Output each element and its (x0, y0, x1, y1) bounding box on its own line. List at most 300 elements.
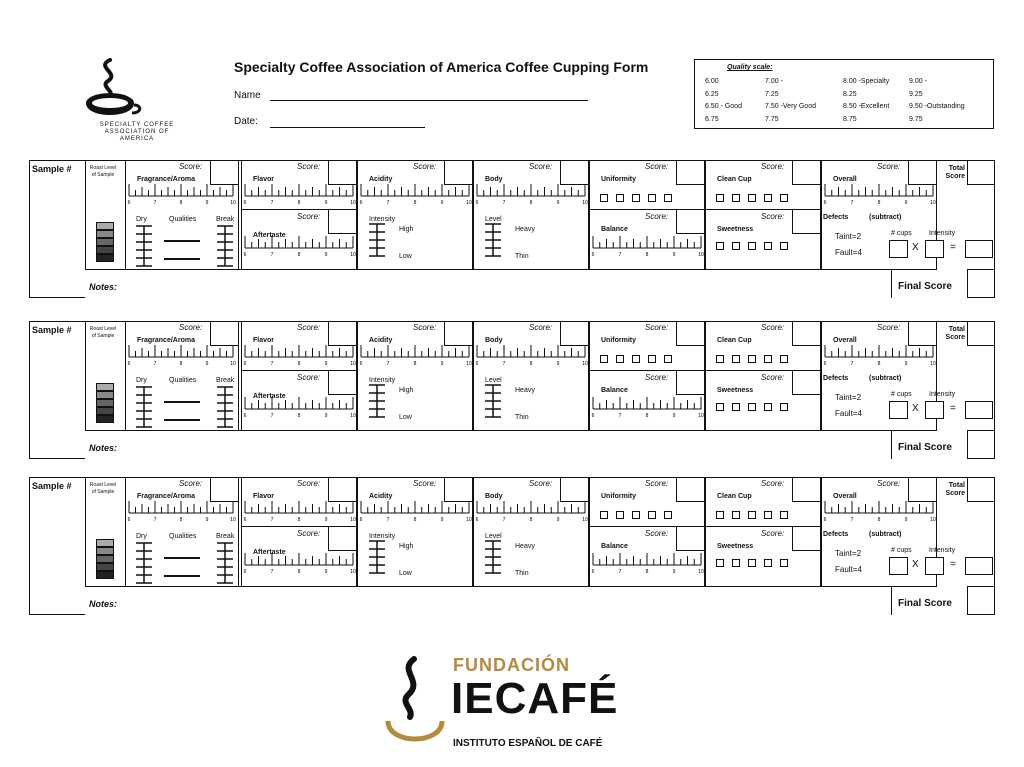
balance-scale[interactable] (591, 236, 704, 258)
defect-cups-box[interactable] (889, 557, 908, 575)
acidity-scale[interactable] (359, 184, 472, 206)
sweetness-cup-checkbox[interactable] (780, 559, 788, 567)
final-score-box[interactable] (967, 430, 995, 459)
fundacion-label: FUNDACIÓN (453, 655, 570, 675)
scale-tick-label: 7 (850, 361, 854, 367)
body-level-ladder[interactable] (483, 541, 503, 573)
scale-tick-label: 10 (930, 517, 936, 523)
subtract-label: (subtract) (869, 531, 902, 538)
acidity-intensity-ladder[interactable] (367, 224, 387, 256)
score-box[interactable] (908, 477, 937, 502)
flavor-scale[interactable] (243, 345, 356, 367)
score-label: Score: (645, 162, 669, 171)
body-scale[interactable] (475, 184, 588, 206)
defect-cups-box[interactable] (889, 401, 908, 419)
roast-level-swatches[interactable] (96, 539, 114, 579)
uniformity-cup-checkbox[interactable] (648, 194, 656, 202)
quality-scale-box (694, 59, 994, 129)
category-label: Clean Cup (717, 176, 752, 183)
quality-scale-entry: 8.50 -Excellent (843, 103, 890, 110)
scale-tick-label: 8 (645, 569, 649, 575)
sweetness-label: Sweetness (717, 226, 754, 233)
score-label: Score: (877, 323, 901, 332)
score-box[interactable] (560, 321, 589, 346)
balance-scale[interactable] (591, 553, 704, 575)
subtract-label: (subtract) (869, 375, 902, 382)
overall-scale[interactable] (823, 501, 936, 523)
score-label: Score: (297, 373, 321, 382)
aftertaste-label: Aftertaste (253, 549, 286, 556)
balance-score-box[interactable] (676, 370, 705, 395)
name-field[interactable] (270, 100, 588, 101)
score-label: Score: (761, 323, 785, 332)
category-label: Fragrance/Aroma (137, 337, 195, 344)
scale-tick-label: 9 (904, 517, 908, 523)
uniformity-cup-checkbox[interactable] (616, 194, 624, 202)
scale-tick-label: 7 (153, 361, 157, 367)
sweetness-cup-checkbox[interactable] (732, 559, 740, 567)
score-label: Score: (761, 162, 785, 171)
clean-cup-checkbox[interactable] (732, 511, 740, 519)
uniformity-cup-checkbox[interactable] (632, 511, 640, 519)
scale-tick-label: 8 (297, 252, 301, 258)
balance-scale[interactable] (591, 397, 704, 419)
scale-tick-label: 10 (466, 361, 472, 367)
score-label: Score: (877, 162, 901, 171)
dry-ladder[interactable] (134, 387, 154, 427)
low-label: Low (399, 253, 412, 260)
final-score-label: Final Score (898, 442, 952, 453)
roast-level-swatches[interactable] (96, 222, 114, 262)
equals-label: = (950, 242, 956, 253)
sweetness-score-box[interactable] (792, 209, 821, 234)
defect-intensity-box[interactable] (925, 557, 944, 575)
intensity-label: Intensity (369, 216, 396, 223)
score-box[interactable] (444, 321, 473, 346)
scale-tick-label: 6 (359, 361, 363, 367)
category-label: Fragrance/Aroma (137, 493, 195, 500)
scale-tick-label: 9 (205, 517, 209, 523)
category-label: Flavor (253, 337, 275, 344)
clean-cup-checkbox[interactable] (748, 511, 756, 519)
scale-tick-label: 7 (153, 517, 157, 523)
total-score-label: Total Score (945, 165, 965, 180)
score-box[interactable] (908, 160, 937, 185)
scale-tick-label: 10 (698, 252, 704, 258)
acidity-intensity-ladder[interactable] (367, 385, 387, 417)
quality-scale-entry: 8.25 (843, 90, 857, 98)
qualities-line[interactable] (164, 258, 200, 260)
aftertaste-scale[interactable] (243, 236, 356, 258)
category-label: Acidity (369, 176, 393, 183)
qualities-line[interactable] (164, 419, 200, 421)
score-label: Score: (297, 529, 321, 538)
qualities-line[interactable] (164, 557, 200, 559)
scale-tick-label: 10 (230, 200, 236, 206)
scale-tick-label: 6 (591, 413, 595, 419)
total-score-box[interactable] (967, 321, 995, 346)
clean-cup-checkbox[interactable] (748, 194, 756, 202)
category-label: Acidity (369, 337, 393, 344)
clean-cup-checkbox[interactable] (748, 355, 756, 363)
scale-tick-label: 7 (270, 252, 274, 258)
score-box[interactable] (328, 477, 357, 502)
clean-cup-checkbox[interactable] (732, 194, 740, 202)
scale-tick-label: 9 (324, 413, 328, 419)
uniformity-cup-checkbox[interactable] (632, 355, 640, 363)
clean-cup-checkbox[interactable] (764, 355, 772, 363)
scale-tick-label: 10 (230, 361, 236, 367)
scale-tick-label: 7 (502, 361, 506, 367)
level-label: Level (485, 533, 502, 540)
score-box[interactable] (560, 160, 589, 185)
sample-number-label: Sample # (32, 164, 72, 174)
roast-swatch (96, 383, 114, 391)
scale-tick-label: 8 (413, 361, 417, 367)
aftertaste-score-box[interactable] (328, 526, 357, 551)
thin-label: Thin (515, 253, 529, 260)
scale-tick-label: 10 (350, 361, 356, 367)
sweetness-cup-checkbox[interactable] (748, 403, 756, 411)
high-label: High (399, 387, 414, 394)
final-score-box[interactable] (967, 269, 995, 298)
scale-tick-label: 8 (297, 200, 301, 206)
scale-tick-label: 7 (386, 200, 390, 206)
acidity-intensity-ladder[interactable] (367, 541, 387, 573)
total-score-label: Total Score (945, 482, 965, 497)
break-label: Break (216, 533, 235, 540)
notes-row (85, 430, 995, 459)
instituto-label: INSTITUTO ESPAÑOL DE CAFÉ (453, 738, 603, 749)
scale-tick-label: 9 (324, 200, 328, 206)
intensity-label: Intensity (369, 533, 396, 540)
defects-label: Defects (823, 531, 849, 538)
scale-tick-label: 9 (672, 252, 676, 258)
flavor-scale[interactable] (243, 501, 356, 523)
category-label: Fragrance/Aroma (137, 176, 195, 183)
score-label: Score: (297, 479, 321, 488)
sample-block (29, 160, 995, 298)
scale-tick-label: 10 (582, 517, 588, 523)
sweetness-cup-checkbox[interactable] (780, 242, 788, 250)
uniformity-cup-checkbox[interactable] (600, 511, 608, 519)
score-box[interactable] (792, 321, 821, 346)
total-score-box[interactable] (967, 160, 995, 185)
scale-tick-label: 9 (556, 200, 560, 206)
body-level-ladder[interactable] (483, 385, 503, 417)
scale-tick-label: 6 (127, 200, 131, 206)
fragrance-scale[interactable] (127, 345, 236, 367)
defect-intensity-label: Intensity (929, 391, 956, 398)
break-label: Break (216, 216, 235, 223)
thin-label: Thin (515, 414, 529, 421)
quality-scale-entry: 8.75 (843, 115, 857, 123)
scale-tick-label: 7 (850, 200, 854, 206)
times-label: X (912, 559, 919, 570)
aftertaste-score-box[interactable] (328, 370, 357, 395)
dry-ladder[interactable] (134, 543, 154, 583)
score-box[interactable] (444, 477, 473, 502)
sweetness-cup-checkbox[interactable] (748, 242, 756, 250)
scale-tick-label: 7 (386, 361, 390, 367)
scale-tick-label: 6 (243, 361, 247, 367)
sample-number-label: Sample # (32, 325, 72, 335)
quality-scale-entry: 9.25 (909, 90, 923, 98)
level-label: Level (485, 377, 502, 384)
scale-tick-label: 7 (270, 517, 274, 523)
score-box[interactable] (210, 477, 239, 502)
sweetness-cup-checkbox[interactable] (716, 242, 724, 250)
defects-label: Defects (823, 375, 849, 382)
sweetness-score-box[interactable] (792, 370, 821, 395)
sweetness-cup-checkbox[interactable] (716, 403, 724, 411)
level-label: Level (485, 216, 502, 223)
scale-tick-label: 9 (904, 200, 908, 206)
overall-scale[interactable] (823, 184, 936, 206)
category-label: Uniformity (601, 337, 636, 344)
acidity-scale[interactable] (359, 501, 472, 523)
scale-tick-label: 9 (904, 361, 908, 367)
score-label: Score: (179, 323, 203, 332)
scale-tick-label: 8 (645, 252, 649, 258)
dry-label: Dry (136, 216, 147, 223)
taint-label: Taint=2 (835, 549, 862, 558)
defect-cups-box[interactable] (889, 240, 908, 258)
notes-label: Notes: (89, 443, 118, 453)
sweetness-cup-checkbox[interactable] (732, 242, 740, 250)
clean-cup-checkbox[interactable] (716, 194, 724, 202)
final-score-label: Final Score (898, 281, 952, 292)
category-label: Overall (833, 337, 857, 344)
score-box[interactable] (444, 160, 473, 185)
score-box[interactable] (676, 321, 705, 346)
scale-tick-label: 10 (930, 361, 936, 367)
uniformity-cup-checkbox[interactable] (600, 194, 608, 202)
overall-scale[interactable] (823, 345, 936, 367)
qualities-line[interactable] (164, 575, 200, 577)
score-box[interactable] (210, 321, 239, 346)
scale-tick-label: 10 (350, 517, 356, 523)
scale-tick-label: 7 (618, 569, 622, 575)
date-field[interactable] (270, 127, 425, 128)
scale-tick-label: 8 (297, 361, 301, 367)
scale-tick-label: 8 (877, 361, 881, 367)
category-label: Uniformity (601, 493, 636, 500)
fragrance-scale[interactable] (127, 501, 236, 523)
roast-swatch (96, 238, 114, 246)
cups-label: # cups (891, 547, 912, 554)
notes-row (85, 586, 995, 615)
scale-tick-label: 6 (359, 517, 363, 523)
quality-scale-entry: 6.75 (705, 115, 719, 123)
notes-label: Notes: (89, 282, 118, 292)
defect-total-box[interactable] (965, 557, 993, 575)
clean-cup-checkbox[interactable] (716, 355, 724, 363)
scale-tick-label: 8 (179, 200, 183, 206)
scale-tick-label: 9 (440, 200, 444, 206)
sweetness-cup-checkbox[interactable] (748, 559, 756, 567)
break-ladder[interactable] (215, 387, 235, 427)
quality-scale-entry: 9.50 -Outstanding (909, 103, 965, 110)
body-scale[interactable] (475, 345, 588, 367)
clean-cup-checkbox[interactable] (780, 511, 788, 519)
roast-swatch (96, 222, 114, 230)
uniformity-cup-checkbox[interactable] (664, 194, 672, 202)
score-box[interactable] (676, 160, 705, 185)
balance-score-box[interactable] (676, 526, 705, 551)
notes-row (85, 269, 995, 298)
scale-tick-label: 7 (850, 517, 854, 523)
score-box[interactable] (676, 477, 705, 502)
dry-label: Dry (136, 377, 147, 384)
score-box[interactable] (560, 477, 589, 502)
fragrance-scale[interactable] (127, 184, 236, 206)
times-label: X (912, 242, 919, 253)
intensity-label: Intensity (369, 377, 396, 384)
category-label: Acidity (369, 493, 393, 500)
scale-tick-label: 9 (324, 517, 328, 523)
defect-intensity-box[interactable] (925, 240, 944, 258)
scale-tick-label: 10 (698, 569, 704, 575)
quality-scale-entry: 7.75 (765, 115, 779, 123)
dry-ladder[interactable] (134, 226, 154, 266)
equals-label: = (950, 559, 956, 570)
score-box[interactable] (792, 160, 821, 185)
clean-cup-checkbox[interactable] (780, 355, 788, 363)
defect-intensity-box[interactable] (925, 401, 944, 419)
scale-tick-label: 6 (591, 569, 595, 575)
scale-tick-label: 10 (230, 517, 236, 523)
roast-swatch (96, 415, 114, 423)
score-box[interactable] (908, 321, 937, 346)
roast-swatch (96, 571, 114, 579)
break-ladder[interactable] (215, 226, 235, 266)
roast-label: Roast Level of Sample (89, 326, 117, 339)
score-box[interactable] (792, 477, 821, 502)
thin-label: Thin (515, 570, 529, 577)
scale-tick-label: 6 (823, 200, 827, 206)
subtract-label: (subtract) (869, 214, 902, 221)
qualities-label: Qualities (169, 216, 197, 223)
category-label: Overall (833, 176, 857, 183)
scale-tick-label: 9 (440, 517, 444, 523)
roast-swatch (96, 230, 114, 238)
body-level-ladder[interactable] (483, 224, 503, 256)
clean-cup-checkbox[interactable] (716, 511, 724, 519)
uniformity-cup-checkbox[interactable] (616, 355, 624, 363)
defect-total-box[interactable] (965, 401, 993, 419)
score-box[interactable] (210, 160, 239, 185)
uniformity-cup-checkbox[interactable] (664, 511, 672, 519)
quality-scale-entry: 6.50 - Good (705, 103, 742, 110)
sweetness-cup-checkbox[interactable] (764, 403, 772, 411)
scale-tick-label: 6 (475, 361, 479, 367)
scale-tick-label: 6 (359, 200, 363, 206)
acidity-scale[interactable] (359, 345, 472, 367)
uniformity-cup-checkbox[interactable] (600, 355, 608, 363)
qualities-line[interactable] (164, 401, 200, 403)
fault-label: Fault=4 (835, 409, 862, 418)
sweetness-cup-checkbox[interactable] (732, 403, 740, 411)
clean-cup-checkbox[interactable] (732, 355, 740, 363)
scale-tick-label: 10 (582, 361, 588, 367)
scale-tick-label: 6 (591, 252, 595, 258)
balance-score-box[interactable] (676, 209, 705, 234)
sweetness-cup-checkbox[interactable] (764, 242, 772, 250)
sweetness-cup-checkbox[interactable] (764, 559, 772, 567)
flavor-scale[interactable] (243, 184, 356, 206)
score-label: Score: (761, 212, 785, 221)
sweetness-cup-checkbox[interactable] (716, 559, 724, 567)
sweetness-score-box[interactable] (792, 526, 821, 551)
total-score-box[interactable] (967, 477, 995, 502)
quality-scale-title: Quality scale: (727, 64, 773, 71)
clean-cup-checkbox[interactable] (764, 194, 772, 202)
aftertaste-scale[interactable] (243, 553, 356, 575)
qualities-label: Qualities (169, 377, 197, 384)
heavy-label: Heavy (515, 226, 535, 233)
scale-tick-label: 10 (350, 200, 356, 206)
scale-tick-label: 9 (205, 200, 209, 206)
break-ladder[interactable] (215, 543, 235, 583)
score-label: Score: (645, 479, 669, 488)
category-label: Overall (833, 493, 857, 500)
defect-total-box[interactable] (965, 240, 993, 258)
roast-swatch (96, 547, 114, 555)
score-box[interactable] (328, 321, 357, 346)
scale-tick-label: 7 (270, 569, 274, 575)
final-score-box[interactable] (967, 586, 995, 615)
body-scale[interactable] (475, 501, 588, 523)
scale-tick-label: 6 (243, 413, 247, 419)
uniformity-cup-checkbox[interactable] (648, 355, 656, 363)
roast-level-swatches[interactable] (96, 383, 114, 423)
scale-tick-label: 7 (618, 413, 622, 419)
date-label: Date: (234, 116, 258, 127)
score-box[interactable] (328, 160, 357, 185)
scale-tick-label: 6 (823, 361, 827, 367)
scale-tick-label: 7 (618, 252, 622, 258)
scale-tick-label: 8 (529, 517, 533, 523)
score-label: Score: (645, 323, 669, 332)
sweetness-cup-checkbox[interactable] (780, 403, 788, 411)
score-label: Score: (645, 212, 669, 221)
category-label: Uniformity (601, 176, 636, 183)
aftertaste-score-box[interactable] (328, 209, 357, 234)
uniformity-cup-checkbox[interactable] (664, 355, 672, 363)
uniformity-cup-checkbox[interactable] (632, 194, 640, 202)
qualities-line[interactable] (164, 240, 200, 242)
score-label: Score: (413, 479, 437, 488)
dry-label: Dry (136, 533, 147, 540)
clean-cup-checkbox[interactable] (764, 511, 772, 519)
quality-scale-entry: 9.75 (909, 115, 923, 123)
score-label: Score: (877, 479, 901, 488)
clean-cup-checkbox[interactable] (780, 194, 788, 202)
score-label: Score: (761, 479, 785, 488)
scale-tick-label: 8 (877, 200, 881, 206)
category-label: Flavor (253, 493, 275, 500)
roast-swatch (96, 563, 114, 571)
uniformity-cup-checkbox[interactable] (616, 511, 624, 519)
scale-tick-label: 7 (386, 517, 390, 523)
scale-tick-label: 8 (529, 361, 533, 367)
aftertaste-scale[interactable] (243, 397, 356, 419)
uniformity-cup-checkbox[interactable] (648, 511, 656, 519)
low-label: Low (399, 414, 412, 421)
aftertaste-label: Aftertaste (253, 232, 286, 239)
scale-tick-label: 9 (556, 517, 560, 523)
